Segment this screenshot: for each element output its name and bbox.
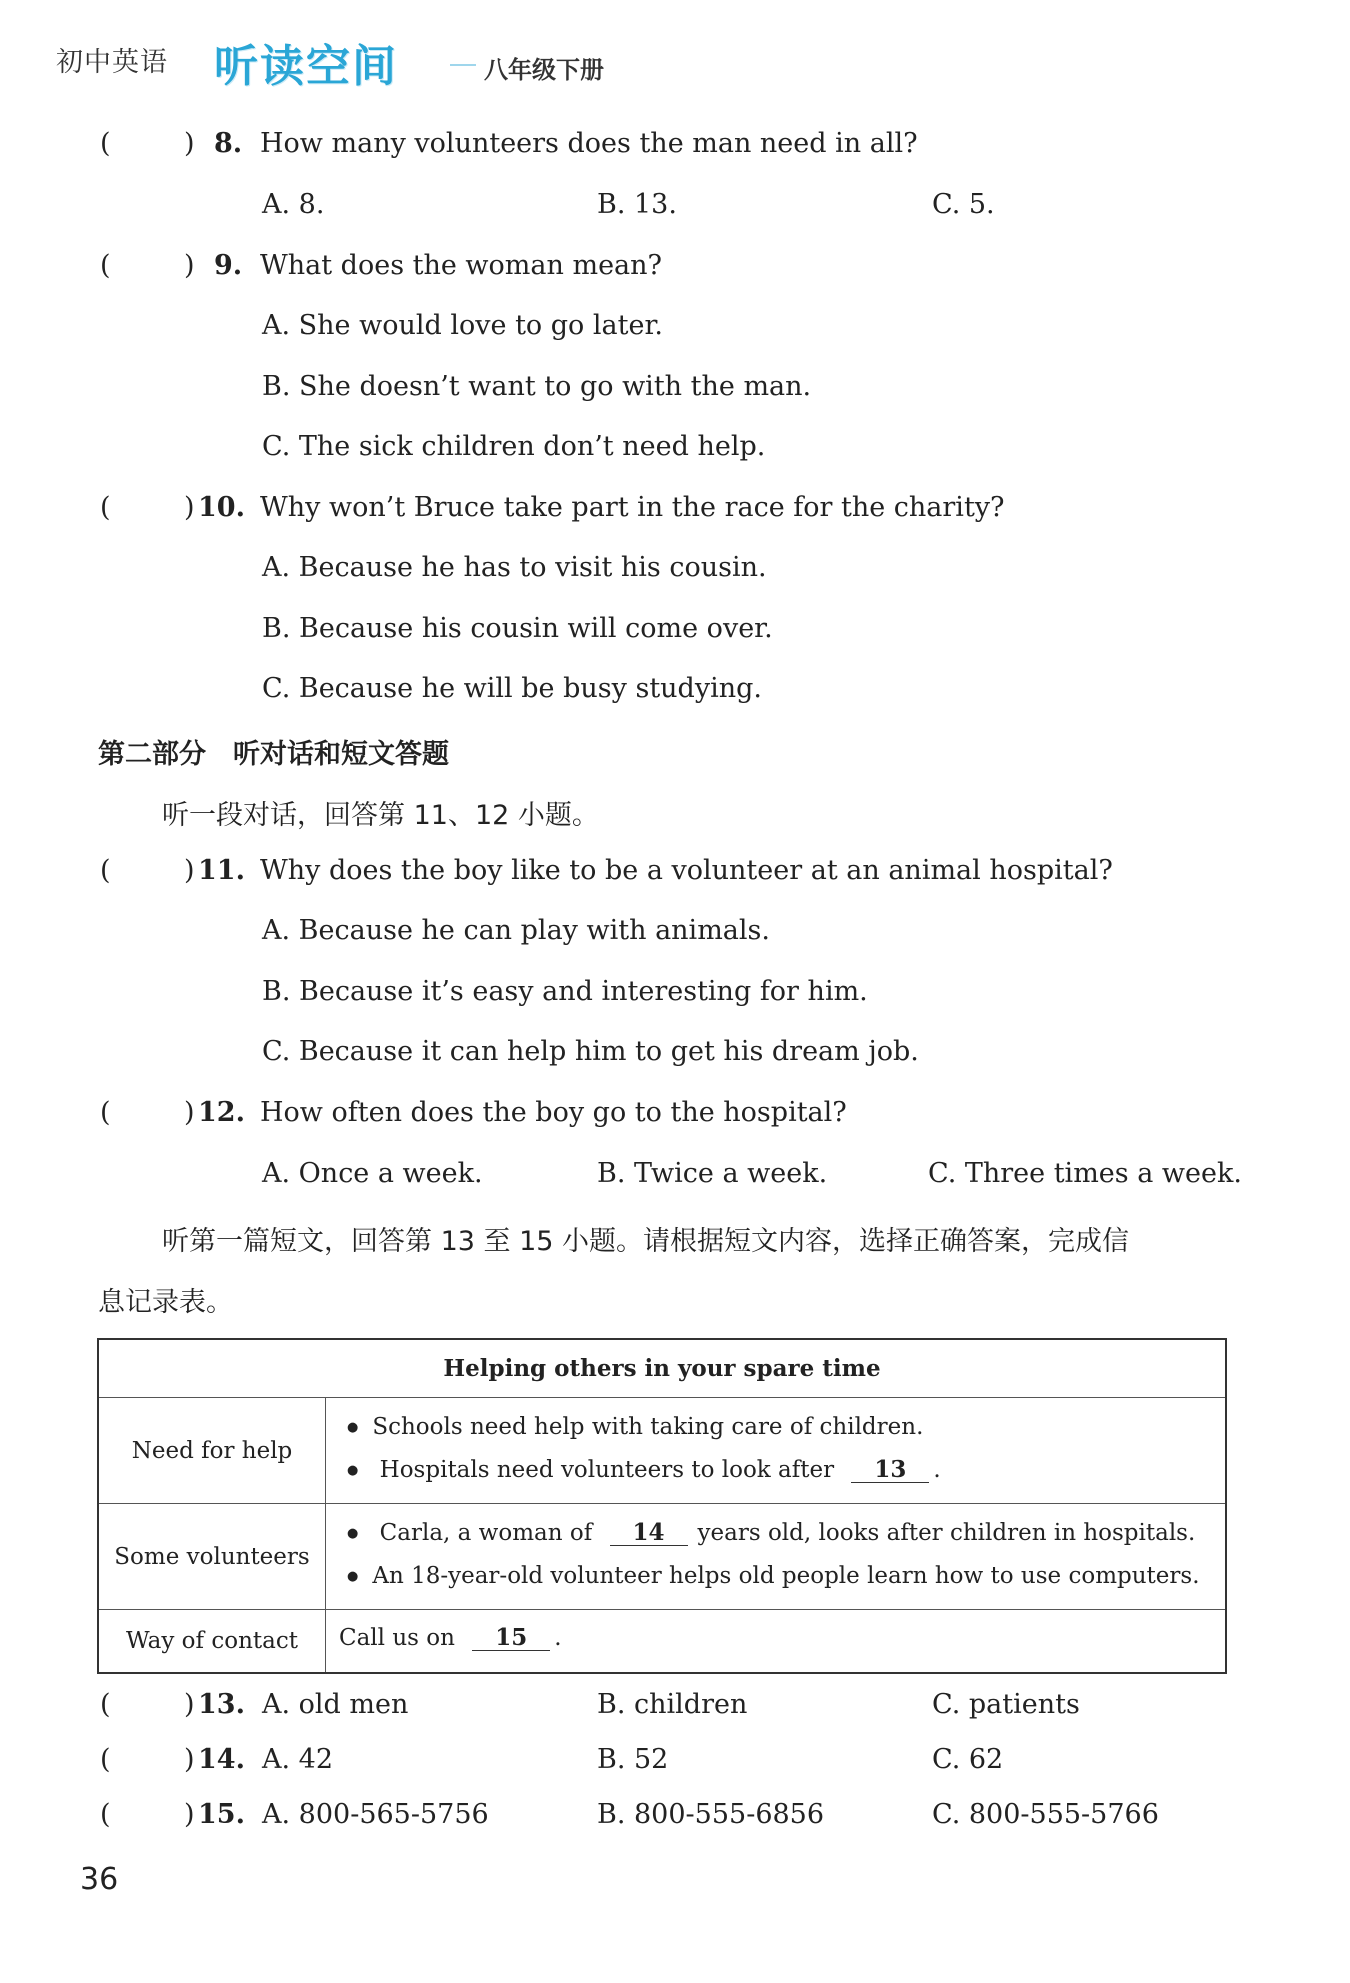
answer-paren-open: (: [100, 250, 111, 281]
option-b: B. children: [597, 1689, 748, 1720]
question-number: 14.: [198, 1744, 245, 1775]
option-b: B. 52: [597, 1744, 669, 1775]
option-c: C. patients: [932, 1689, 1080, 1720]
answer-paren-close: ): [184, 1744, 195, 1775]
row-label: Way of contact: [99, 1610, 326, 1672]
question-text: Why does the boy like to be a volunteer at an animal hospital?: [260, 855, 1113, 886]
answer-paren-open: (: [100, 855, 111, 886]
table-title: Helping others in your spare time: [443, 1355, 881, 1382]
question-text: What does the woman mean?: [260, 250, 663, 281]
option-c: C. The sick children don’t need help.: [262, 431, 766, 462]
option-b: B. She doesn’t want to go with the man.: [262, 371, 812, 402]
option-b: B. 13.: [597, 189, 677, 220]
blank-14[interactable]: 14: [610, 1520, 688, 1546]
option-a: A. old men: [262, 1689, 409, 1720]
answer-paren-close: ): [184, 1799, 195, 1830]
line-text: .: [554, 1625, 562, 1651]
option-a: A. 8.: [262, 189, 325, 220]
option-a: A. Because he has to visit his cousin.: [262, 552, 767, 583]
line-text: years old, looks after children in hospitals.: [697, 1520, 1196, 1546]
option-c: C. 62: [932, 1744, 1004, 1775]
option-a: A. 800-565-5756: [262, 1799, 489, 1830]
option-c: C. 800-555-5766: [932, 1799, 1159, 1830]
answer-paren-close: ): [184, 250, 195, 281]
contact-line: [339, 1625, 562, 1651]
question-number: 12.: [198, 1097, 245, 1128]
question-number: 9.: [214, 250, 243, 281]
instruction-passage: 听第一篇短文，回答第 13 至 15 小题。请根据短文内容，选择正确答案，完成信: [162, 1226, 1130, 1257]
row-content: [325, 1504, 1225, 1609]
option-c: C. Because it can help him to get his dream job.: [262, 1036, 919, 1067]
table-row: [99, 1610, 1225, 1672]
answer-paren-close: ): [184, 855, 195, 886]
line-text: Hospitals need volunteers to look after: [379, 1457, 835, 1483]
series-title: 初中英语: [56, 47, 168, 78]
row-content: [325, 1398, 1225, 1503]
option-b: B. Twice a week.: [597, 1158, 828, 1189]
option-c: C. Because he will be busy studying.: [262, 673, 762, 704]
question-number: 15.: [198, 1799, 245, 1830]
brand-logo: 听读空间: [214, 41, 398, 92]
page-number: 36: [80, 1862, 119, 1897]
table-row: [99, 1504, 1225, 1610]
section-title: 第二部分 听对话和短文答题: [98, 739, 449, 770]
instruction-dialogue: 听一段对话，回答第 11、12 小题。: [162, 800, 599, 831]
table-title-row: [99, 1340, 1225, 1398]
row-label: Need for help: [99, 1398, 326, 1503]
line-text: Call us on: [339, 1625, 455, 1651]
table-row: [99, 1398, 1225, 1504]
header-divider: [450, 64, 476, 66]
option-c: C. 5.: [932, 189, 995, 220]
answer-paren-open: (: [100, 1744, 111, 1775]
option-c: C. Three times a week.: [928, 1158, 1242, 1189]
question-number: 11.: [198, 855, 245, 886]
question-text: How often does the boy go to the hospital?: [260, 1097, 847, 1128]
answer-paren-close: ): [184, 1097, 195, 1128]
bullet-line: ● An 18-year-old volunteer helps old people learn how to use computers.: [347, 1563, 1200, 1589]
bullet-line: [347, 1457, 941, 1483]
option-a: A. Once a week.: [262, 1158, 483, 1189]
row-label: Some volunteers: [99, 1504, 326, 1609]
bullet-line: ● Schools need help with taking care of children.: [347, 1414, 923, 1440]
blank-13[interactable]: 13: [851, 1457, 929, 1483]
option-b: B. 800-555-6856: [597, 1799, 825, 1830]
question-text: Why won’t Bruce take part in the race for the charity?: [260, 492, 1005, 523]
answer-paren-open: (: [100, 1689, 111, 1720]
answer-paren-close: ): [184, 492, 195, 523]
grade-label: 八年级下册: [484, 56, 604, 84]
answer-paren-open: (: [100, 492, 111, 523]
question-number: 10.: [198, 492, 245, 523]
answer-paren-open: (: [100, 128, 111, 159]
option-a: A. She would love to go later.: [262, 310, 663, 341]
option-a: A. 42: [262, 1744, 334, 1775]
option-b: B. Because it’s easy and interesting for him.: [262, 976, 868, 1007]
line-text: Carla, a woman of: [379, 1520, 593, 1546]
option-b: B. Because his cousin will come over.: [262, 613, 773, 644]
row-content: [325, 1610, 1225, 1672]
answer-paren-open: (: [100, 1799, 111, 1830]
bullet-line: [347, 1520, 1195, 1546]
info-record-table: [97, 1338, 1227, 1674]
question-text: How many volunteers does the man need in all?: [260, 128, 918, 159]
blank-15[interactable]: 15: [472, 1625, 550, 1651]
question-number: 13.: [198, 1689, 245, 1720]
instruction-passage-cont: 息记录表。: [98, 1287, 233, 1318]
question-number: 8.: [214, 128, 243, 159]
answer-paren-close: ): [184, 1689, 195, 1720]
line-text: .: [933, 1457, 941, 1483]
option-a: A. Because he can play with animals.: [262, 915, 770, 946]
answer-paren-close: ): [184, 128, 195, 159]
answer-paren-open: (: [100, 1097, 111, 1128]
